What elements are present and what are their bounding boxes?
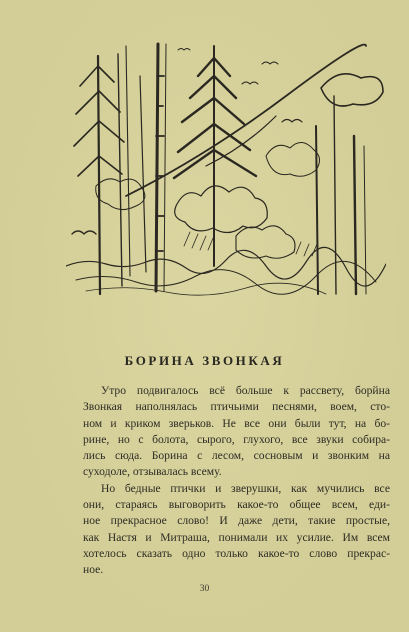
- chapter-body: [83, 383, 390, 579]
- text-line: Но бедные птички и зверушки, как мучились все: [101, 481, 390, 495]
- text-line: хотелось сказать одно только какое-то слово прекрас-: [83, 546, 390, 560]
- chapter-title: БОРИНА ЗВОНКАЯ: [124, 353, 285, 368]
- text-line: Звонкая наполнялась птичьими песнями, воем, сто-: [83, 400, 390, 414]
- text-line: как Настя и Митраша, понимали их усилие. Им всем: [83, 530, 390, 544]
- text-line: они, стараясь выговорить какое-то общее всем, еди-: [83, 498, 390, 512]
- forest-illustration: [66, 36, 386, 298]
- paragraph: [83, 481, 390, 579]
- text-line: суходоле, отзывалась всему.: [83, 465, 222, 479]
- paragraph: [83, 383, 390, 481]
- page-number: 30: [199, 584, 210, 594]
- text-line: рине, но с болота, сырого, глухого, все звуки собира-: [83, 432, 390, 446]
- text-line: Утро подвигалось всё больше к рассвету, борйна: [101, 384, 390, 397]
- text-line: ное прекрасное слово! И даже дети, такие простые,: [83, 514, 390, 528]
- text-line: лись сюда. Борина с лесом, сосновым и звонким на: [83, 449, 390, 463]
- text-line: ном и криком зверьков. Не все они были тут, на бо-: [83, 416, 390, 430]
- text-line: ное.: [83, 563, 104, 577]
